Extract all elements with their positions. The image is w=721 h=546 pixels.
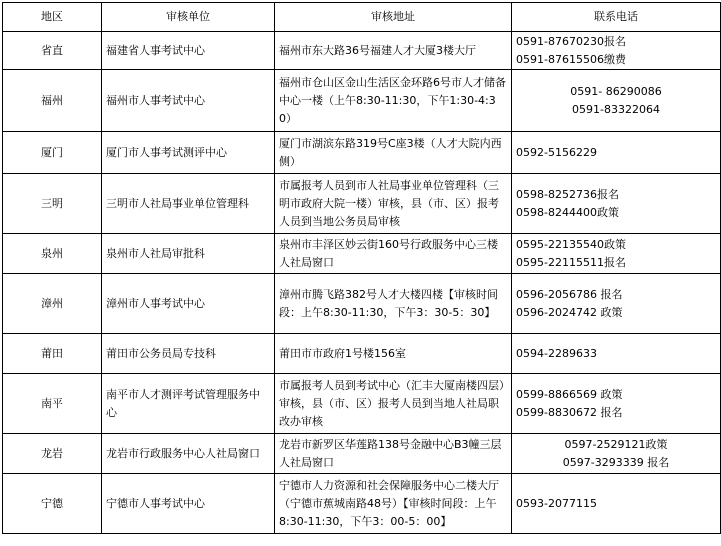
phone-line: 0597-3293339 报名: [562, 455, 670, 469]
phone-cell: [512, 32, 721, 70]
table-row: [3, 334, 721, 374]
phone-line: 0598-8244400政策: [516, 205, 619, 219]
address-cell: 福州市东大路36号福建人才大厦3楼大厅: [275, 32, 512, 70]
phone-line: 0591-83322064: [572, 102, 660, 116]
region-cell: 宁德: [3, 474, 102, 534]
region-cell: 泉州: [3, 234, 102, 274]
table-row: [3, 32, 721, 70]
phone-cell: [512, 132, 721, 174]
address-cell: 泉州市丰泽区妙云街160号行政服务中心三楼人社局窗口: [275, 234, 512, 274]
region-cell: 三明: [3, 174, 102, 234]
phone-line: 0591-87670230报名: [516, 34, 626, 48]
region-cell: 漳州: [3, 274, 102, 334]
region-cell: 龙岩: [3, 434, 102, 474]
header-unit: 审核单位: [102, 3, 275, 32]
phone-line: 0596-2056786 报名: [516, 287, 623, 301]
phone-line: 0595-22135540政策: [516, 237, 626, 251]
phone-line: 0599-8830672 报名: [516, 405, 623, 419]
phone-line: 0591-87615506缴费: [516, 52, 626, 66]
phone-line: 0593-2077115: [516, 496, 597, 510]
phone-cell: [512, 334, 721, 374]
phone-line: 0592-5156229: [516, 145, 597, 159]
phone-line: 0591- 86290086: [570, 84, 662, 98]
phone-line: 0594-2289633: [516, 346, 597, 360]
unit-cell: 龙岩市行政服务中心人社局窗口: [102, 434, 275, 474]
region-cell: 莆田: [3, 334, 102, 374]
header-region: 地区: [3, 3, 102, 32]
header-phone: 联系电话: [512, 3, 721, 32]
unit-cell: 厦门市人事考试测评中心: [102, 132, 275, 174]
phone-cell: [512, 434, 721, 474]
region-cell: 福州: [3, 70, 102, 132]
address-cell: 漳州市腾飞路382号人才大楼四楼【审核时间段：上午8:30-11:30，下午3：30-5：30】: [275, 274, 512, 334]
table-header-row: [3, 3, 721, 32]
address-cell: 福州市仓山区金山生活区金环路6号市人才储备中心一楼（上午8:30-11:30，下午1:30-4:30）: [275, 70, 512, 132]
address-cell: 宁德市人力资源和社会保障服务中心二楼大厅（宁德市蕉城南路48号）【审核时间段：上午8:30-11:30，下午3：00-5：00】: [275, 474, 512, 534]
unit-cell: 宁德市人事考试中心: [102, 474, 275, 534]
table-row: [3, 174, 721, 234]
table-row: [3, 132, 721, 174]
table-row: [3, 234, 721, 274]
region-cell: 厦门: [3, 132, 102, 174]
unit-cell: 福建省人事考试中心: [102, 32, 275, 70]
address-cell: 厦门市湖滨东路319号C座3楼（人才大院内西侧）: [275, 132, 512, 174]
region-cell: 省直: [3, 32, 102, 70]
unit-cell: 南平市人才测评考试管理服务中心: [102, 374, 275, 434]
header-address: 审核地址: [275, 3, 512, 32]
contact-table: [2, 2, 721, 534]
table-row: [3, 434, 721, 474]
phone-cell: [512, 374, 721, 434]
phone-line: 0595-22115511报名: [516, 255, 626, 269]
unit-cell: 三明市人社局事业单位管理科: [102, 174, 275, 234]
address-cell: 市属报考人员到考试中心（汇丰大厦南楼四层）审核，县（市、区）报考人员到当地人社局职改办审核: [275, 374, 512, 434]
phone-line: 0596-2024742 政策: [516, 305, 623, 319]
phone-line: 0599-8866569 政策: [516, 387, 623, 401]
address-cell: 市属报考人员到市人社局事业单位管理科（三明市政府大院一楼）审核，县（市、区）报考人员到当地公务员局审核: [275, 174, 512, 234]
phone-line: 0597-2529121政策: [564, 437, 668, 451]
phone-cell: [512, 234, 721, 274]
table-row: [3, 70, 721, 132]
table-row: [3, 374, 721, 434]
unit-cell: 福州市人事考试中心: [102, 70, 275, 132]
phone-cell: [512, 274, 721, 334]
region-cell: 南平: [3, 374, 102, 434]
unit-cell: 泉州市人社局审批科: [102, 234, 275, 274]
table-row: [3, 274, 721, 334]
phone-cell: [512, 70, 721, 132]
phone-cell: [512, 174, 721, 234]
address-cell: 莆田市市政府1号楼156室: [275, 334, 512, 374]
unit-cell: 漳州市人事考试中心: [102, 274, 275, 334]
table-row: [3, 474, 721, 534]
phone-line: 0598-8252736报名: [516, 187, 619, 201]
unit-cell: 莆田市公务员局专技科: [102, 334, 275, 374]
phone-cell: [512, 474, 721, 534]
address-cell: 龙岩市新罗区华莲路138号金融中心B3幢三层人社局窗口: [275, 434, 512, 474]
